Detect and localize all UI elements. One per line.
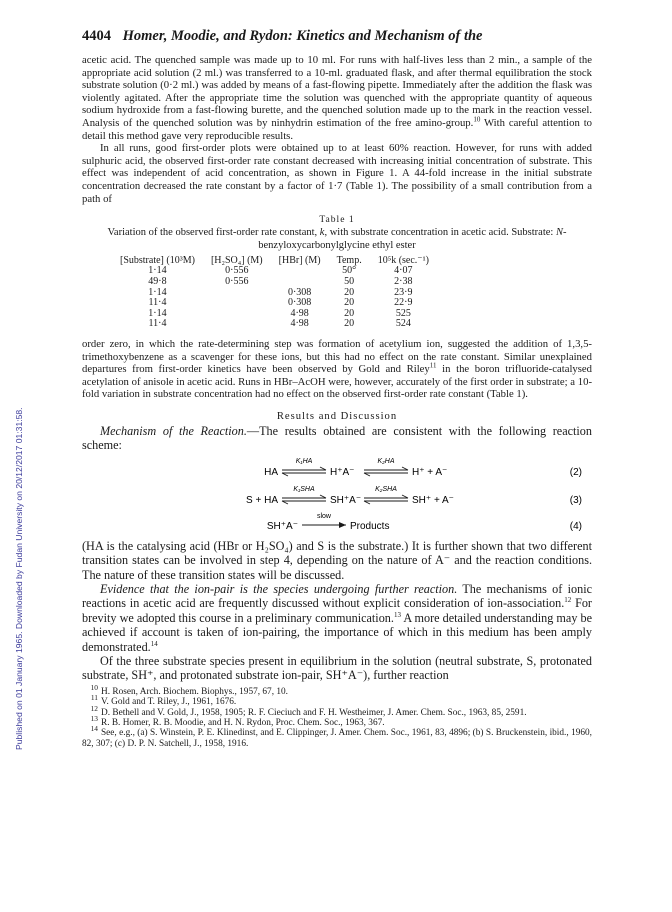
table-cell	[271, 266, 329, 277]
eq4-arrow-head	[339, 522, 346, 528]
eq2-reverse-head	[282, 473, 288, 476]
table-cell: 0·308	[287, 286, 312, 298]
table-cell	[203, 319, 271, 330]
table-cell: 524	[395, 318, 411, 330]
footnote: 14 See, e.g., (a) S. Winstein, P. E. Klinedinst, and E. Clippinger, J. Amer. Chem. Soc., 1961, 83, 4896; (b) S. Bruckenstein, ibid., 1960, 82, 307; (c) D. P. N. Satchell, J., 1958, 1916.	[82, 724, 592, 749]
footnote: 12 D. Bethell and V. Gold, J., 1958, 1905; R. F. Cieciuch and F. H. Westheimer, J. Amer. Chem. Soc., 1963, 85, 2591.	[90, 703, 527, 718]
table-cell: 49·8	[148, 276, 167, 288]
eq3-number: (3)	[569, 494, 582, 506]
citation-12: 12	[564, 596, 572, 605]
running-title: Homer, Moodie, and Rydon: Kinetics and Mechanism of the	[122, 28, 483, 44]
table-row	[112, 319, 437, 330]
table-cell: 4·07	[394, 265, 413, 277]
download-watermark	[2, 110, 24, 750]
reaction-scheme-svg	[82, 455, 592, 537]
column-header: [HBr] (M)	[278, 254, 321, 266]
journal-page	[82, 28, 592, 749]
eq2-k1: K₁HA	[295, 457, 313, 465]
running-header	[82, 28, 592, 45]
paragraph-evidence: Evidence that the ion-pair is the species undergoing further reaction. The mechanisms of ionic reactions in acetic acid are frequently discussed without explicit consideration of ion-association.$^{12}$ For brevity we adopted this course in a preliminary communication.$^{13}$ A more detailed understanding may be achieved if account is taken of ion-pairing, the importance of which in this medium has been amply demonstrated.$^{14}$	[82, 582, 592, 654]
eq2-forward-head	[320, 467, 326, 470]
paragraph-mechanism: Mechanism of the Reaction.—The results obtained are consistent with the following reaction scheme:	[82, 423, 592, 453]
eq2-reverse-head-2	[364, 473, 370, 476]
table-cell: 20	[344, 297, 355, 309]
paragraph-scavenger: order zero, in which the rate-determining step was formation of acetylium ion, suggested the addition of 1,3,5-trimethoxybenzene as a scavenger for these ions, but this had no effect on the rate constant. Similar unexplained departures from first-order kinetics have been observed by Gold and Riley$^{11}$ in the boron trifluoride-catalysed acetylation of anisole in acetic acid. Runs in HBr–AcOH were, however, accurately of the first order in substrate; a 10-fold variation in substrate concentration had no effect on the observed first-order rate constant (Table 1).	[82, 338, 592, 401]
footnote: 10 H. Rosen, Arch. Biochem. Biophys., 1957, 67, 10.	[90, 682, 288, 697]
eq3-k1: K₁SHA	[293, 485, 315, 493]
table-cell: 4·98	[290, 318, 309, 330]
paragraph-first-order: In all runs, good first-order plots were obtained up to at least 60% reaction. However, for runs with added sulphuric acid, the observed first-order rate constant decreased with increasing initial concentration of substrate. This effect was independent of acid concentration, as shown in Figure 1. A 44-fold increase in the initial substrate concentration decreased the rate constant by a factor of 1·7 (Table 1). The possibility of a small contribution from a path of	[82, 142, 592, 205]
eq2-k2: K₂HA	[377, 457, 395, 465]
table-cell: 50	[344, 276, 355, 288]
table-cell: 23·9	[394, 286, 413, 298]
footnotes	[82, 682, 592, 749]
section-heading: Results and Discussion	[276, 410, 398, 422]
paragraph-procedure: acetic acid. The quenched sample was made up to 10 ml. For runs with half-lives less than 2 min., a sample of the appropriate acid solution (2 ml.) was transferred to a 10-ml. graduated flask, and after thermal equilibration the stock substrate solution (0·2 ml.) was added by means of a fast-flowing pipette. Immediately after the addition the flask was violently agitated. After the appropriate time the solution was quenched with the appropriate quantity of aqueous sodium hydroxide from a fast-flowing burette, and the quenched solution made up to the mark in the reaction vessel. Analysis of the quenched solution was by ninhydrin estimation of the free amino-group.$^{10}$ With careful attention to detail this method gave very reproducible results.	[82, 54, 593, 142]
page-number: 4404	[82, 28, 111, 44]
table-title: Table 1	[319, 214, 355, 226]
eq3-reverse-head	[282, 501, 288, 504]
citation-11: 11	[429, 361, 437, 370]
table-cell: 20	[344, 307, 355, 319]
eq2-mid: H⁺A⁻	[330, 466, 355, 478]
table-cell: 11·4	[148, 318, 167, 330]
citation-14: 14	[150, 639, 158, 648]
reaction-scheme	[82, 455, 592, 537]
column-header: [Substrate] (10³M)	[120, 254, 195, 266]
table-cell: 4·98	[290, 307, 309, 319]
eq3-k2: K₂SHA	[375, 485, 397, 493]
rate-constant-table	[112, 255, 437, 330]
eq3-forward-head	[320, 495, 326, 498]
footnote: 11 V. Gold and T. Riley, J., 1961, 1676.	[90, 693, 237, 708]
eq3-forward-head-2	[402, 495, 408, 498]
citation-10: 10	[473, 115, 481, 124]
subheading-evidence: Evidence that the ion-pair is the species undergoing further reaction.	[100, 582, 458, 596]
table-cell: 11·4	[148, 297, 167, 309]
table-cell: 20	[344, 286, 355, 298]
table-cell: 0·556	[225, 265, 249, 277]
eq3-right: SH⁺ + A⁻	[412, 494, 454, 506]
table-cell: 0·556	[225, 276, 249, 288]
table-cell	[203, 288, 271, 299]
column-header: [H₂SO₄] (M)	[210, 254, 263, 266]
table-cell: 1·14	[148, 286, 167, 298]
eq3-left: S + HA	[246, 494, 278, 506]
table-caption: Variation of the observed first-order rate constant, k, with substrate concentration in acetic acid. Substrate: N-benzyloxycarbonylglycine ethyl ester	[107, 227, 567, 251]
equation-2	[264, 458, 582, 478]
table-cell: 2·38	[394, 276, 413, 288]
column-header: 10⁵k (sec.⁻¹)	[377, 254, 429, 266]
table-cell: 20	[344, 318, 355, 330]
eq4-right: Products	[350, 520, 390, 532]
eq2-left: HA	[264, 466, 278, 478]
paragraph-substrate-species: Of the three substrate species present in equilibrium in the solution (neutral substrate, S, protonated substrate, SH⁺, and protonated substrate ion-pair, SH⁺A⁻), further reaction	[82, 654, 592, 683]
table-cell: 50°	[342, 265, 357, 277]
eq3-mid: SH⁺A⁻	[330, 494, 362, 506]
table-cell	[203, 298, 271, 309]
table-cell: 1·14	[148, 265, 167, 277]
subheading-mechanism: Mechanism of the Reaction.	[100, 423, 247, 438]
paragraph-catalysing-acid: (HA is the catalysing acid (HBr or H₂SO₄) and S is the substrate.) It is further shown that two different transition states can be involved in step 4, depending on the nature of A⁻ and the reaction conditions. The nature of these transition states will be discussed.	[82, 538, 592, 582]
eq2-forward-head-2	[402, 467, 408, 470]
table-cell	[203, 309, 271, 320]
eq4-number: (4)	[569, 520, 582, 532]
table-cell: 1·14	[148, 307, 167, 319]
equation-3	[246, 486, 582, 506]
eq2-number: (2)	[569, 466, 582, 478]
eq4-slow-label: slow	[316, 512, 332, 520]
eq3-reverse-head-2	[364, 501, 370, 504]
table-cell: 0·308	[287, 297, 312, 309]
table-cell: 525	[395, 307, 411, 319]
citation-13: 13	[393, 610, 401, 619]
footnote: 13 R. B. Homer, R. B. Moodie, and H. N. Rydon, Proc. Chem. Soc., 1963, 367.	[90, 713, 385, 729]
table-cell: 22·9	[394, 297, 413, 309]
column-header: Temp.	[336, 254, 362, 266]
eq4-left: SH⁺A⁻	[266, 520, 298, 532]
eq2-right: H⁺ + A⁻	[412, 466, 448, 478]
equation-4	[267, 513, 582, 532]
download-watermark-text: Published on 01 January 1965. Downloaded by Fudan University on 20/12/2017 01:31:58.	[14, 407, 24, 750]
